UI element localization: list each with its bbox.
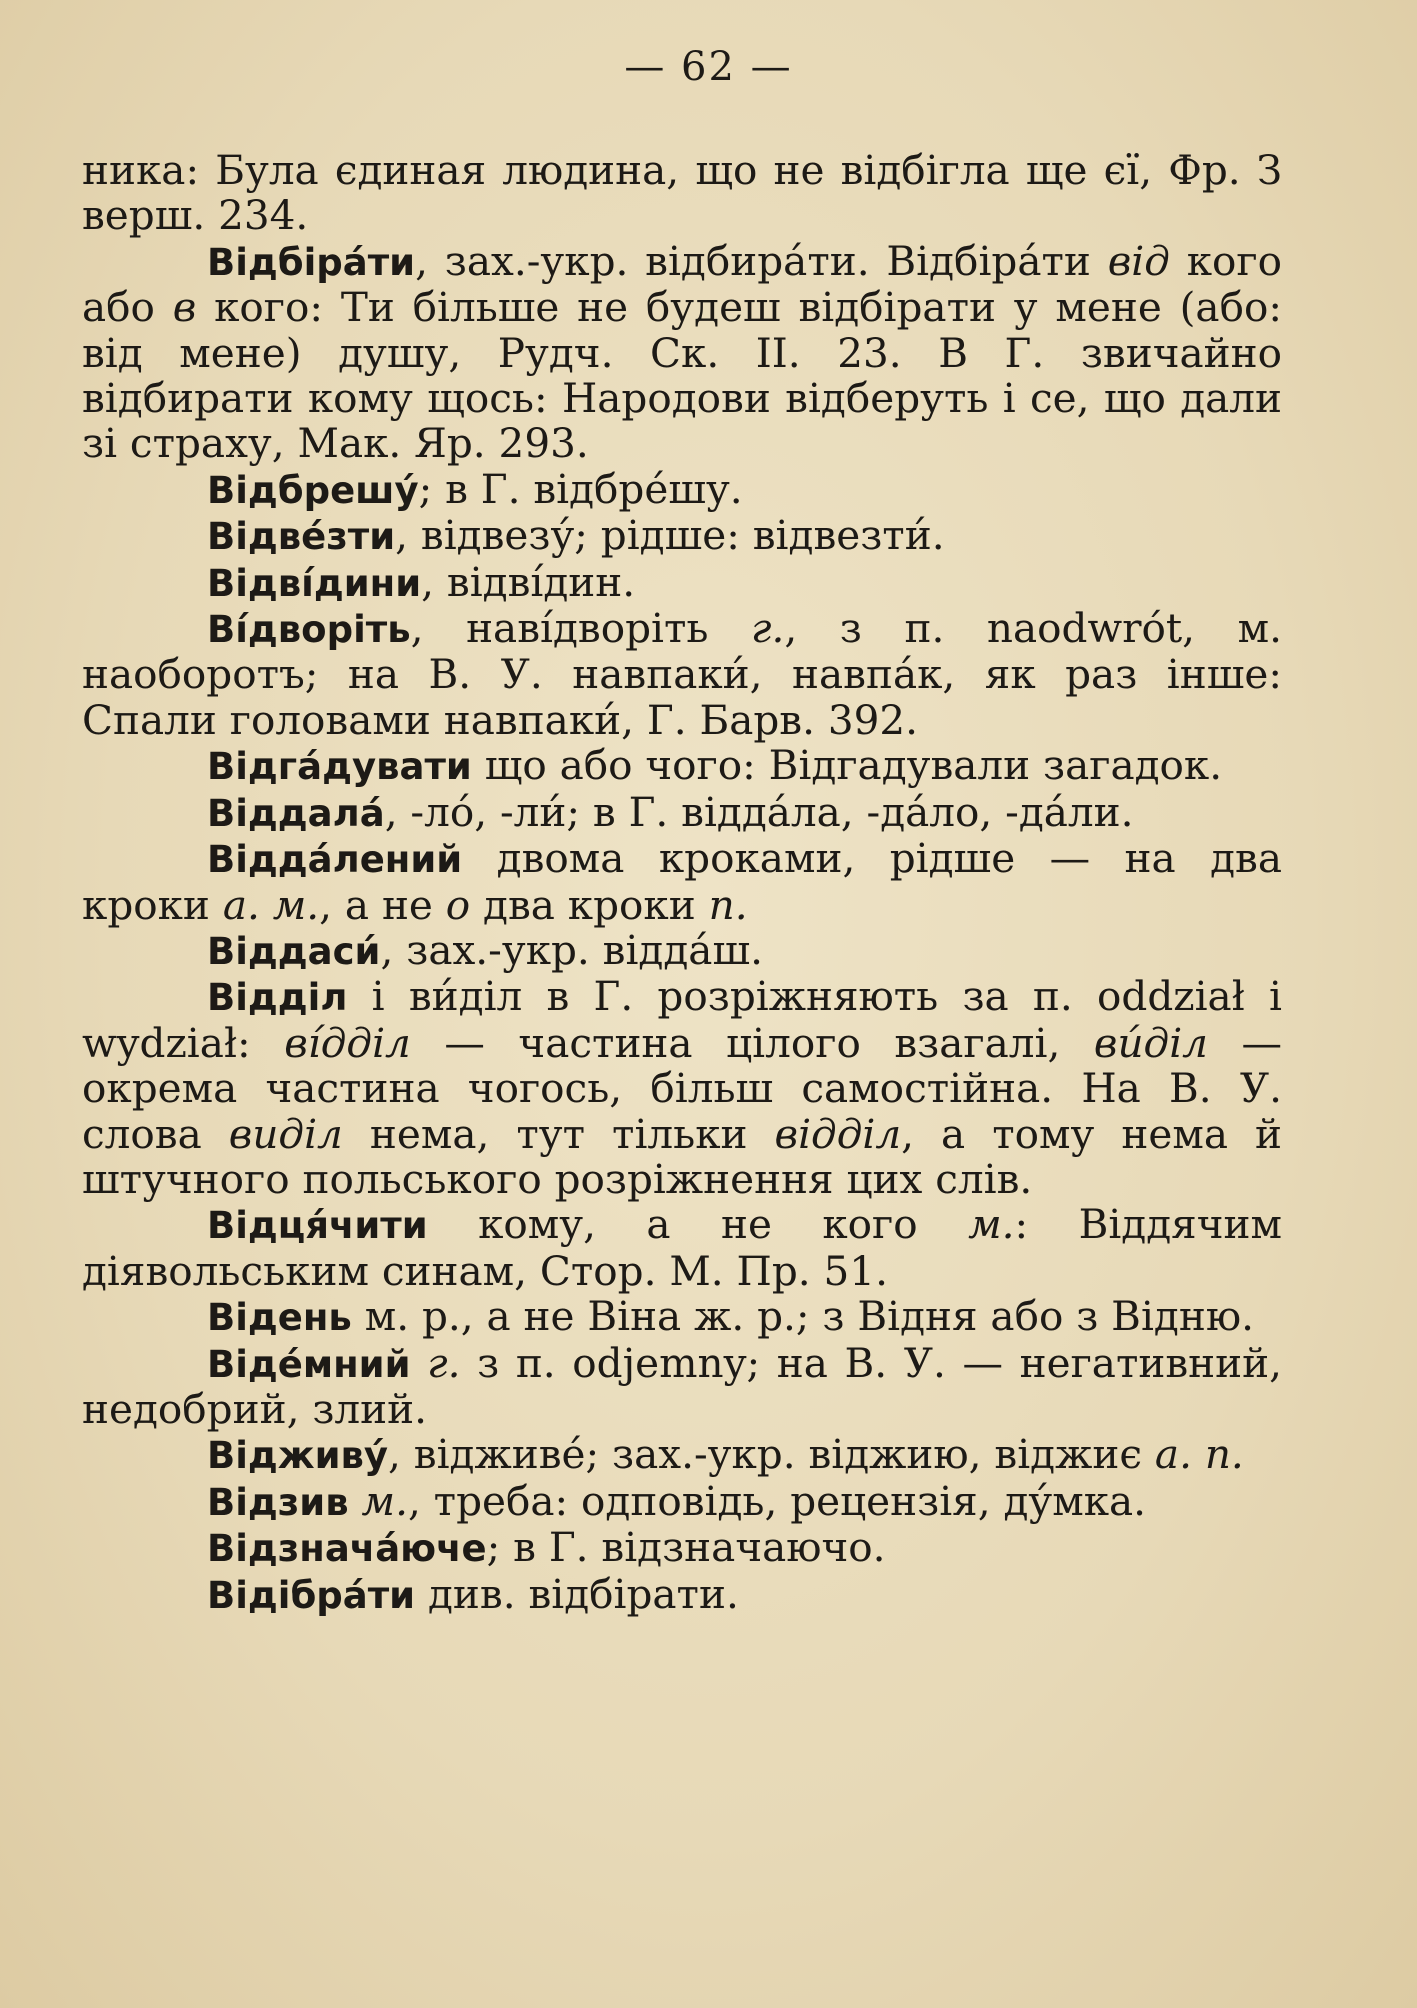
headword: Віддала́ <box>207 791 385 835</box>
continued-entry <box>82 148 1282 239</box>
dictionary-entry <box>82 1294 1282 1340</box>
headword: Відживу́ <box>207 1434 389 1478</box>
entry-text: : Віддячим діявольським синам, Стор. М. Пр. 51. <box>82 1200 1282 1295</box>
entry-text: кого або <box>82 236 1282 332</box>
entry-text: — частина цілого взагалі, <box>410 1018 1094 1067</box>
entry-text: ника: Була єдиная людина, що не відбігла ще єї, Фр. З верш. 234. <box>82 146 1282 240</box>
dictionary-entry <box>82 743 1282 789</box>
entry-text <box>349 1477 362 1525</box>
italic-abbreviation: г. <box>427 1338 461 1387</box>
dictionary-entry <box>82 974 1282 1202</box>
italic-abbreviation: г. <box>751 604 785 653</box>
headword: Відве́зти <box>207 515 396 559</box>
headword: Відібра́ти <box>207 1573 416 1617</box>
italic-abbreviation: а. п. <box>1154 1430 1244 1479</box>
italic-abbreviation: ви́діл <box>1093 1018 1208 1067</box>
entry-text: , треба: одповідь, рецензія, ду́мка. <box>407 1476 1147 1525</box>
dictionary-entry <box>82 1202 1282 1294</box>
dictionary-entry <box>82 836 1282 928</box>
dictionary-entry <box>82 1338 1283 1433</box>
entry-text: двома кроками, рідше — на два кроки <box>82 834 1282 929</box>
entry-text: кого: Ти більше не будеш відбірати у мене (або: від мене) душу, Рудч. Ск. ІІ. 23. В Г. звичайно відбирати кому щось: Народови відберуть і се, що дали зі страху, Мак. Яр. 293. <box>82 283 1282 468</box>
entry-text: два кроки <box>470 880 709 929</box>
dictionary-entry <box>82 557 1282 606</box>
headword: Відда́лений <box>207 838 463 882</box>
entry-text: , зах.-укр. відбира́ти. Відбіра́ти <box>415 236 1108 285</box>
entry-text: з п. odjemny; на В. У. — негативний, недобрий, злий. <box>82 1338 1283 1433</box>
dictionary-entry <box>82 1476 1282 1525</box>
dictionary-entry <box>82 925 1282 974</box>
dictionary-entry <box>82 236 1282 468</box>
entry-text: див. відбірати. <box>415 1569 739 1618</box>
page-number: — 62 — <box>624 44 793 90</box>
entry-text: і ви́діл в Г. розріжняють за п. oddział і wydział: <box>82 972 1282 1067</box>
entry-text: , відві́дин. <box>421 557 636 606</box>
dictionary-entry <box>82 513 1282 559</box>
entry-text: , -ло́, -ли́; в Г. відда́ла, -да́ло, -да́ли. <box>384 787 1134 836</box>
headword: Віддаси́ <box>207 929 381 973</box>
italic-abbreviation: а. м. <box>222 880 320 929</box>
entry-text <box>411 1339 428 1387</box>
headword: Відзнача́юче <box>207 1527 487 1571</box>
dictionary-entry <box>82 787 1282 836</box>
entry-text: , відвезу́; рідше: відвезти́. <box>395 511 945 560</box>
entry-text: кому, а не кого <box>427 1200 969 1249</box>
headword: Відві́дини <box>207 561 422 605</box>
headword: Ві́дворіть <box>207 608 411 652</box>
page-text <box>82 148 1282 1618</box>
italic-abbreviation: виділ <box>228 1109 343 1158</box>
headword: Відбрешу́ <box>207 468 419 512</box>
italic-abbreviation: від <box>1107 236 1170 285</box>
dictionary-entry <box>82 1432 1282 1478</box>
italic-abbreviation: о <box>445 880 471 929</box>
entry-text: нема, тут тільки <box>342 1109 775 1158</box>
headword: Віде́мний <box>207 1342 411 1386</box>
entry-text: ; в Г. відзначаючо. <box>486 1523 886 1572</box>
entry-text: , а тому нема й штучного польського розріжнення цих слів. <box>82 1109 1282 1203</box>
headword: Відзив <box>207 1480 349 1524</box>
dictionary-entry <box>82 1569 1282 1618</box>
entry-text: , наві́дворіть <box>410 604 751 653</box>
italic-abbreviation: м. <box>361 1476 408 1525</box>
entry-text: — окрема частина чогось, більш самостійна. На В. У. слова <box>82 1018 1282 1158</box>
italic-abbreviation: в <box>172 283 197 332</box>
entry-text: що або чого: Відгадували загадок. <box>471 741 1223 790</box>
entry-text: , відживе́; зах.-укр. віджию, віджиє <box>388 1430 1155 1479</box>
italic-abbreviation: ві́дділ <box>284 1018 411 1067</box>
italic-abbreviation: п. <box>708 880 748 929</box>
italic-abbreviation: відділ <box>774 1109 902 1158</box>
entry-text: , зах.-укр. відда́ш. <box>380 925 763 974</box>
entry-text: м. р., а не Віна ж. р.; з Відня або з Відню. <box>351 1292 1254 1341</box>
dictionary-entry <box>82 606 1282 743</box>
dictionary-entry <box>82 1525 1282 1571</box>
headword: Відга́дувати <box>207 745 472 789</box>
italic-abbreviation: м. <box>968 1200 1015 1249</box>
headword: Відень <box>207 1296 352 1340</box>
dictionary-entry <box>82 464 1282 513</box>
headword: Відбіра́ти <box>207 240 416 284</box>
headword: Відця́чити <box>207 1204 428 1248</box>
headword: Відділ <box>207 976 348 1020</box>
entry-text: , з п. naodwrót, м. наоборотъ; на В. У. навпаки́, навпа́к, як раз інше: Спали головами навпаки́, Г. Барв. 392. <box>82 604 1282 744</box>
entry-text: , а не <box>319 880 446 929</box>
entry-text: ; в Г. відбре́шу. <box>418 464 743 513</box>
